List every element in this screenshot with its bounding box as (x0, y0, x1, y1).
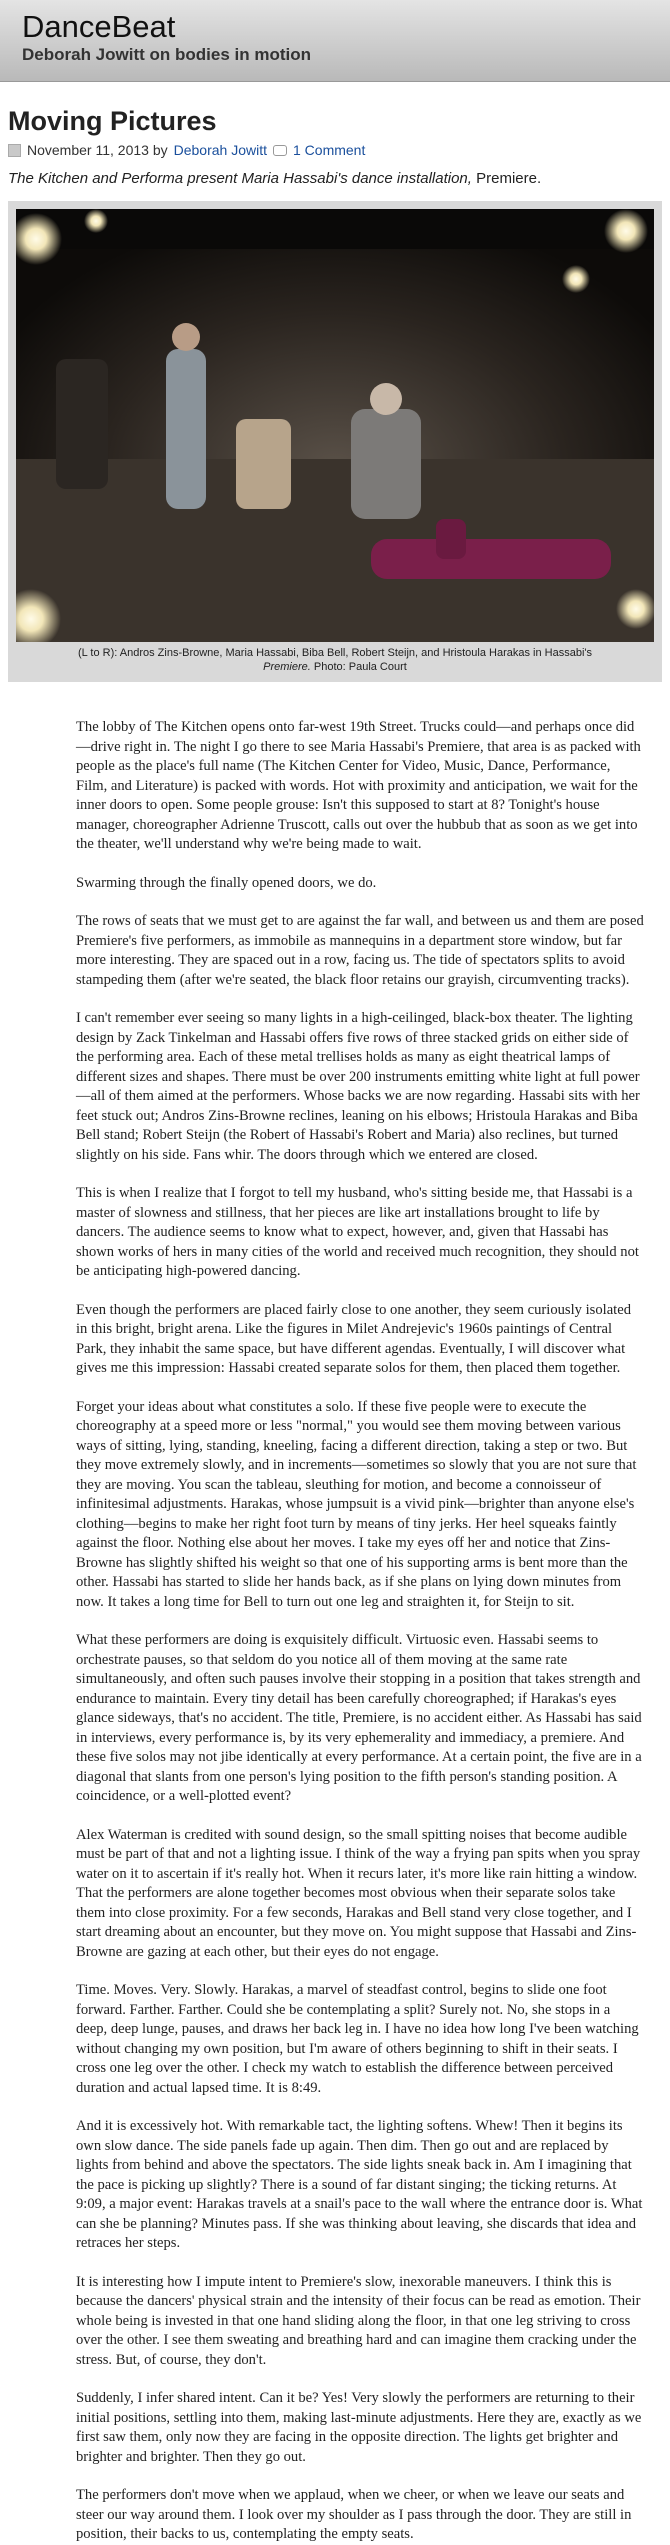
post-intro (8, 170, 670, 187)
paragraph: The rows of seats that we must get to are against the far wall, and between us and them are posed Premiere's five performers, as immobile as mannequins in a department store window, but far more interesting. They are spaced out in a row, facing us. The tide of spectators splits to avoid stampeding them (after we're seated, the black floor retains our grayish, circumventing tracks). (76, 913, 644, 988)
author-link[interactable]: Deborah Jowitt (173, 142, 267, 158)
performance-photo (16, 209, 654, 642)
site-title[interactable]: DanceBeat (22, 9, 176, 44)
paragraph: Forget your ideas about what constitutes a solo. If these five people were to execute the choreography at a speed more or less "normal," you would see them moving between various ways of sitting, lying, standing, kneeling, facing a different direction, taking a step or two. But they move extremely slowly, and in increments—sometimes so slowly that you are not sure that they are moving. You scan the tableau, sleuthing for motion, and become a connoisseur of infinitesimal adjustments. Harakas, whose jumpsuit is a vivid pink—brighter than anyone else's clothing—begins to make her right foot turn by means of tiny jerks. Her heel squeaks faintly against the floor. Nothing else about her moves. I take my eyes off her and notice that Zins-Browne has slightly shifted his weight so that one of his supporting arms is bent more than the other. Hassabi has started to slide her hands back, as if she plans on lying down minutes from now. It takes a long time for Bell to turn out one leg and straighten it, for Steijn to sit. (76, 1398, 637, 1610)
site-tagline: Deborah Jowitt on bodies in motion (22, 45, 311, 64)
paragraph: I can't remember ever seeing so many lights in a high-ceilinged, black-box theater. The lighting design by Zack Tinkelman and Hassabi offers five rows of three stacked grids on either side of the performing area. Each of these metal trellises holds as many as eight theatrical lamps of different sizes and shapes. There must be over 200 instruments emitting white light at full power—all of them aimed at the performers. Whose backs we are now regarding. Hassabi sits with her feet stuck out; Andros Zins-Browne reclines, leaning on his elbows; Hristoula Harakas and Biba Bell stand; Robert Steijn (the Robert of Hassabi's Robert and Maria) also reclines, but turned slightly on his side. Fans whir. The doors through which we entered are closed. (76, 1010, 640, 1163)
caption-italic: Premiere. (263, 661, 311, 673)
paragraph: Swarming through the finally opened doors, we do. (76, 874, 377, 891)
paragraph: This is when I realize that I forgot to tell my husband, who's sitting beside me, that Hassabi is a master of slowness and stillness, that her pieces are like art installations brought to life by dancers. The audience seems to know what to expect, however, and, given that Hassabi has shown works of hers in many cities of the world and received much recognition, they should not be anticipating high-powered dancing. (76, 1185, 639, 1279)
caption-credit: Photo: Paula Court (310, 661, 407, 673)
paragraph: Suddenly, I infer shared intent. Can it be? Yes! Very slowly the performers are returning to their initial positions, settling into them, making last-minute adjustments. Here they are, exactly as we first saw them, only now they are facing in the opposite direction. The lights get brighter and brighter and brighter. Then they go out. (76, 2390, 642, 2465)
paragraph: It is interesting how I impute intent to Premiere's slow, inexorable maneuvers. I think this is because the dancers' physical strain and the intensity of their focus can be read as emotion. Their whole being is invested in that one hand sliding along the floor, in that one leg striving to cross over the other. I see them sweating and breathing hard and can imagine them cracking under the stress. But, of course, they don't. (76, 2273, 641, 2368)
post-date: November 11, 2013 by (27, 142, 168, 158)
paragraph: Even though the performers are placed fairly close to one another, they seem curiously isolated in this bright, bright arena. Like the figures in Milet Andrejevic's 1960s paintings of Central Park, they inhabit the same space, but have different agendas. Eventually, I will discover what gives me this impression: Hassabi created separate solos for them, then placed them together. (76, 1301, 631, 1376)
comments-link[interactable]: 1 Comment (293, 142, 366, 158)
paragraph: What these performers are doing is exquisitely difficult. Virtuosic even. Hassabi seems to orchestrate pauses, so that seldom do you notice all of them moving at the same rate simultaneously, and often such pauses involve their stopping in a position that takes strength and endurance to maintain. Every tiny detail has been carefully choreographed; if Harakas's eyes glance sideways, that's no accident. The title, Premiere, is no accident either. As Hassabi has said in interviews, every performance is, by its very ephemerality and immediacy, a premiere. And these five solos may not jibe identically at every performance. At a certain point, the five are in a diagonal that slants from one person's lying position to the fifth person's standing position. A coincidence, or a well-plotted event? (76, 1632, 642, 1804)
calendar-icon (8, 144, 21, 157)
paragraph: The performers don't move when we applaud, when we cheer, or when we leave our seats and steer our way around them. I look over my shoulder as I pass through the door. They are still in position, their backs to us, contemplating the empty seats. (76, 2487, 632, 2542)
caption-line: (L to R): Andros Zins-Browne, Maria Hassabi, Biba Bell, Robert Steijn, and Hristoula Harakas in Hassabi's (77, 647, 593, 659)
site-header (0, 0, 670, 82)
paragraph: The lobby of The Kitchen opens onto far-west 19th Street. Trucks could—and perhaps once did—drive right in. The night I go there to see Maria Hassabi's Premiere, that area is as packed with people as the place's full name (The Kitchen Center for Video, Music, Dance, Performance, Film, and Literature) is packed with words. Hot with proximity and anticipation, we wait for the inner doors to open. Some people grouse: Isn't this supposed to start at 8? Tonight's house manager, choreographer Adrienne Truscott, calls out over the hubbub that as soon as we get into the theater, we'll understand why we're being made to wait. (76, 719, 641, 852)
post-title[interactable]: Moving Pictures (8, 106, 217, 136)
paragraph: And it is excessively hot. With remarkable tact, the lighting softens. Whew! Then it begins its own slow dance. The side panels fade up again. Then dim. Then go out and are replaced by lights from behind and above the spectators. The side lights sneak back in. Am I imagining that the pace is picking up slightly? There is a sound of far distant singing; the ticking returns. At 9:09, a major event: Harakas travels at a snail's pace to the wall where the entrance door is. What can she be planning? Minutes pass. If she was thinking about leaving, she discards that idea and retraces her steps. (76, 2118, 643, 2251)
comment-icon (273, 145, 287, 156)
intro-plain: Premiere. (471, 170, 542, 187)
post-meta (8, 142, 670, 158)
paragraph: Alex Waterman is credited with sound design, so the small spitting noises that become audible must be part of that and not a lighting issue. I think of the way a frying pan spits when you spray water on it to ascertain if it's really hot. When it recurs later, it's more like rain hitting a window. That the performers are alone together becomes most obvious when their separate solos take them into close proximity. For a few seconds, Harakas and Bell stand very close together, and I start dreaming about an encounter, but they move on. You might suppose that Hassabi and Zins-Browne are gazing at each other, but their eyes do not engage. (76, 1826, 641, 1960)
intro-italic: The Kitchen and Performa present Maria Hassabi's dance installation, (8, 170, 472, 187)
photo-caption (16, 642, 654, 678)
figure (8, 201, 662, 682)
article-body (0, 718, 670, 2545)
paragraph: Time. Moves. Very. Slowly. Harakas, a marvel of steadfast control, begins to slide one foot forward. Farther. Farther. Could she be contemplating a split? Surely not. No, she stops in a deep, deep lunge, pauses, and draws her back leg in. I have no idea how long I've been watching without changing my own position, but I'm aware of others beginning to shift in their seats. I cross one leg over the other. I check my watch to establish the difference between perceived duration and actual lapsed time. It is 8:49. (76, 1982, 639, 2096)
